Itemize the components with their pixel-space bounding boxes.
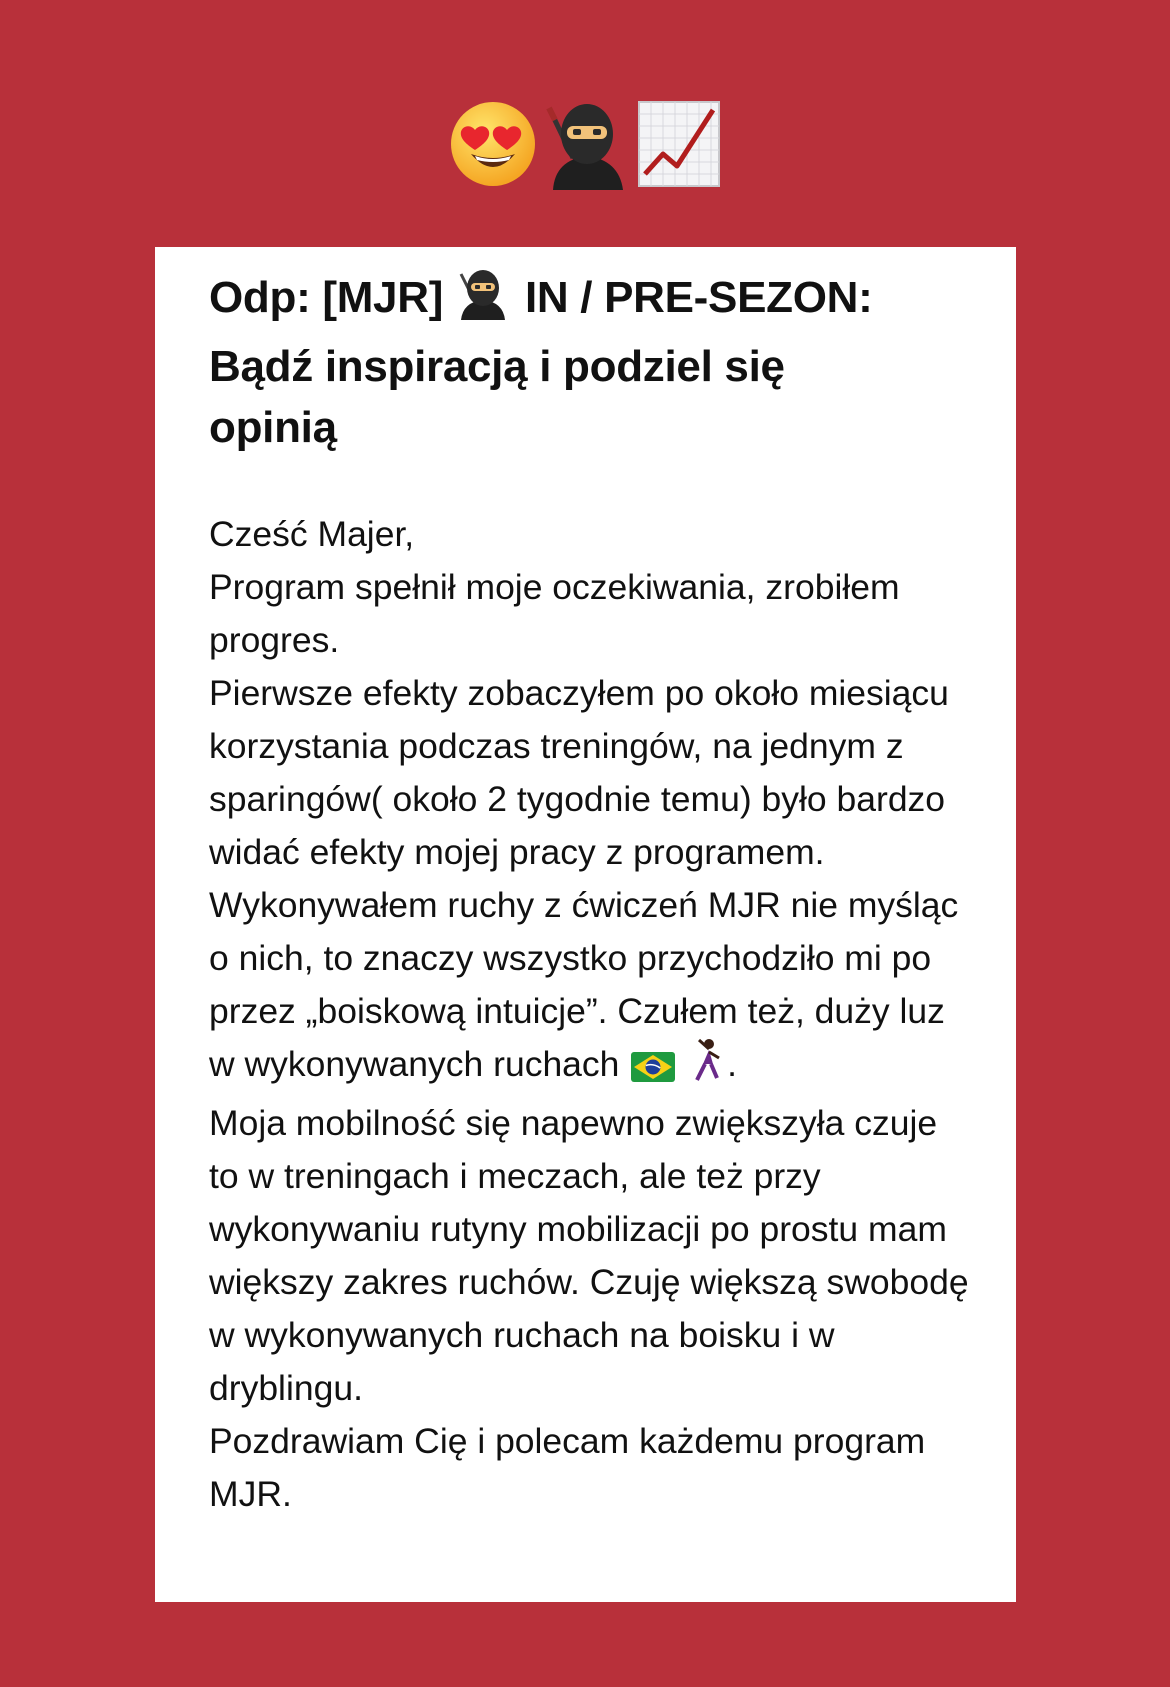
paragraph-effects-tail: ruchach — [493, 1044, 620, 1084]
title-line-2: Bądź inspiracją i podziel się — [209, 342, 785, 391]
paragraph-effects-text: Pierwsze efekty zobaczyłem po około miesiącu korzystania podczas treningów, na jednym z sparingów( około 2 tygodnie temu) było bardzo widać efekty mojej pracy z programem. Wykonywałem ruchy z ćwiczeń MJR nie myśląc o nich, to znaczy wszystko przychodziło mi po przez „boiskową intuicje”. Czułem też, duży luz w wykonywanych — [209, 673, 959, 1084]
post-card — [155, 247, 1016, 1602]
chart-increasing-icon — [637, 100, 721, 188]
paragraph-effects — [209, 667, 976, 1097]
title-prefix: Odp: [MJR] — [209, 273, 444, 322]
paragraph-progress: Program spełnił moje oczekiwania, zrobiłem progres. — [209, 567, 900, 660]
paragraph-greeting: Cześć Majer, — [209, 514, 415, 554]
header-emoji-row — [0, 96, 1170, 192]
paragraph-closing: Pozdrawiam Cię i polecam każdemu program MJR. — [209, 1421, 926, 1514]
ninja-icon — [457, 268, 509, 336]
heart-eyes-face-icon — [449, 100, 537, 188]
dancer-icon — [689, 1038, 725, 1097]
post-title — [209, 267, 976, 458]
title-line-3: opinią — [209, 403, 337, 452]
ninja-icon — [543, 98, 631, 190]
paragraph-effects-end: . — [727, 1044, 738, 1084]
paragraph-mobility: Moja mobilność się napewno zwiększyła czuje to w treningach i meczach, ale też przy wykonywaniu rutyny mobilizacji po prostu mam większy zakres ruchów. Czuję większą swobodę w wykonywanych ruchach na boisku i w dryblingu. — [209, 1103, 969, 1408]
title-rest: IN / PRE-SEZON: — [524, 273, 873, 322]
brazil-flag-icon — [631, 1044, 675, 1097]
post-body — [209, 508, 976, 1521]
